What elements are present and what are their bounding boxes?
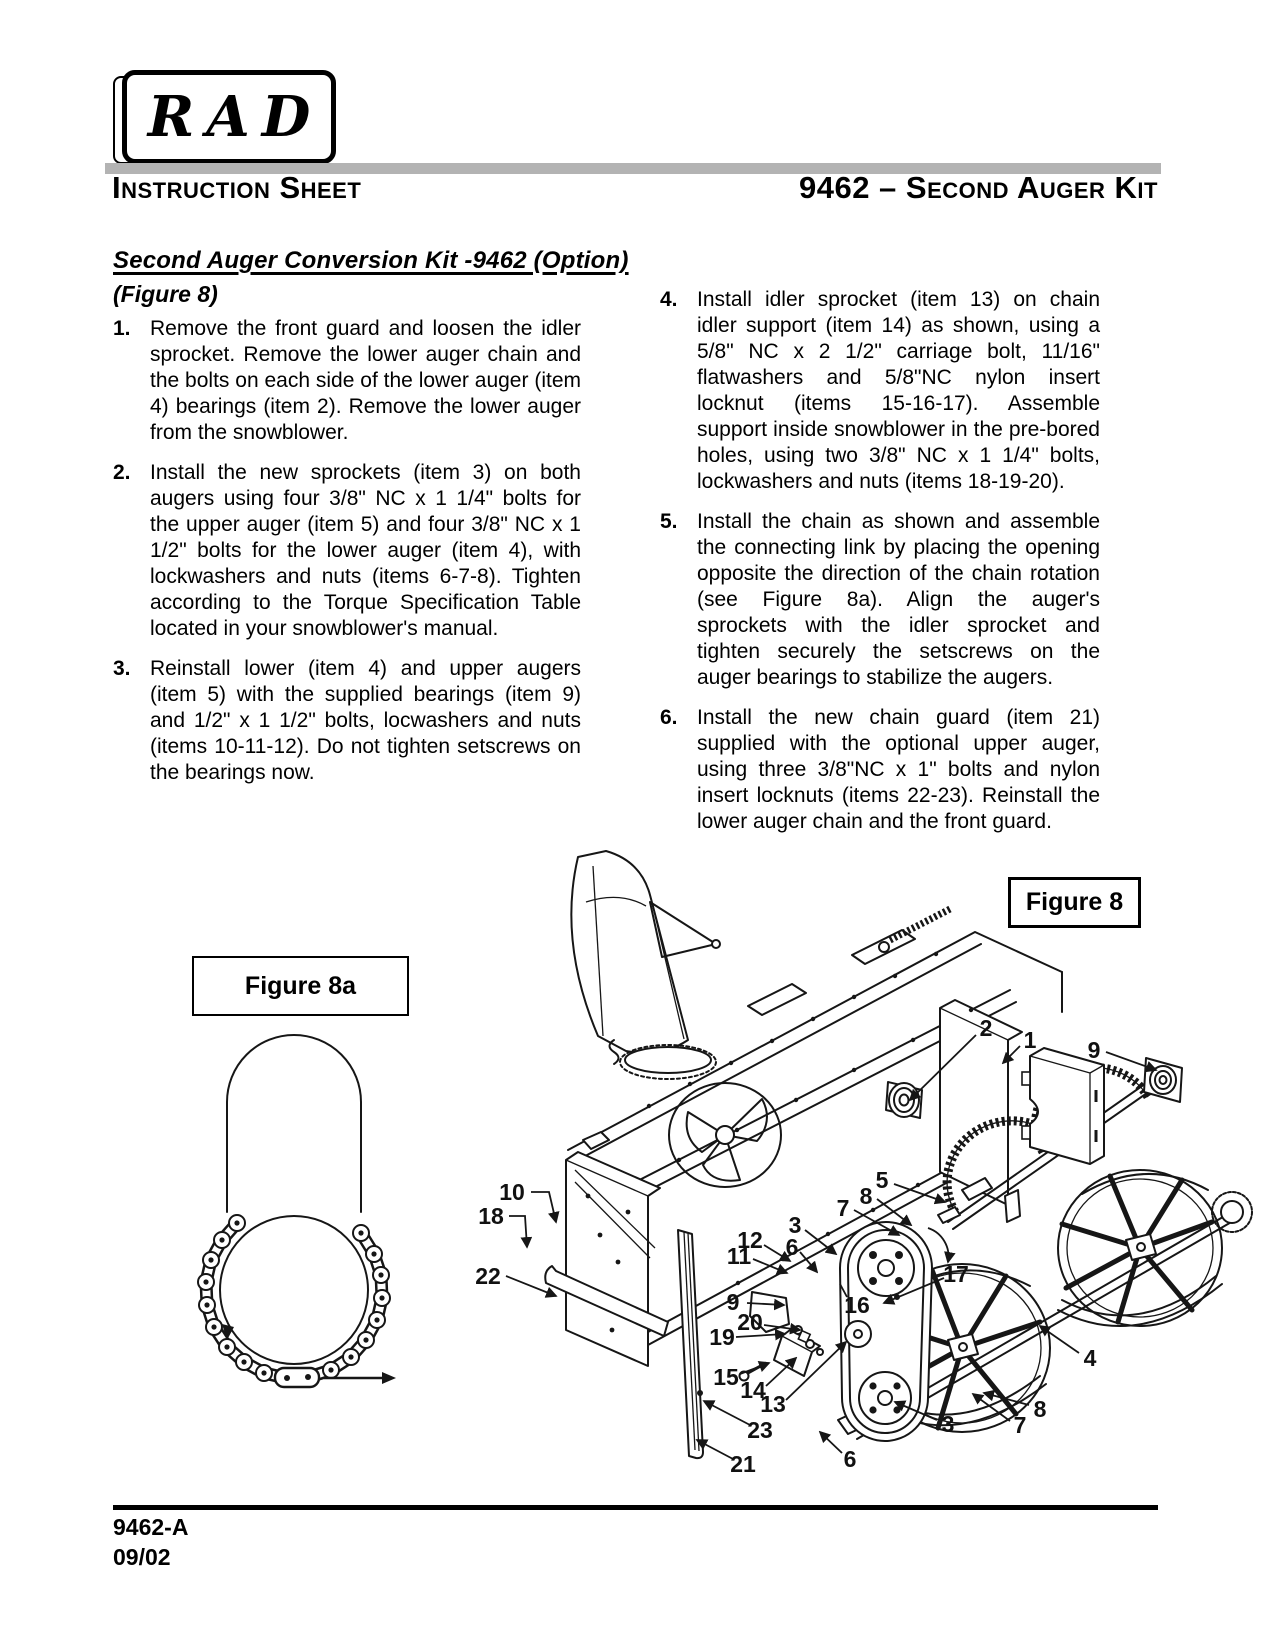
callout-label: 5 — [875, 1167, 889, 1193]
bearing-flange-item2 — [886, 1082, 922, 1118]
callout-label: 8 — [1033, 1396, 1047, 1422]
callout-label: 3 — [941, 1411, 955, 1437]
callout-label: 13 — [760, 1391, 786, 1417]
figure8a-label: Figure 8a — [244, 971, 357, 1000]
callout-label: 3 — [788, 1212, 802, 1238]
chain-loop-outline — [227, 1035, 361, 1212]
rear-side-plate — [566, 1152, 660, 1366]
section-title: Second Auger Conversion Kit -9462 (Option) — [113, 247, 629, 274]
callout-label: 18 — [478, 1203, 504, 1229]
callout-label: 2 — [979, 1015, 993, 1041]
item-text: Install the chain as shown and assemble the connecting link by placing the opening opposite the direction of the chain rotation (see Figure 8a). Align the auger's sprockets with the idler sprocket and tighten securely the setscrews on the auger bearings to stabilize the augers. — [697, 510, 1100, 689]
item-number: 3. — [113, 657, 131, 680]
callout-label: 15 — [713, 1364, 739, 1390]
callout-label: 22 — [475, 1263, 501, 1289]
item-number: 1. — [113, 317, 131, 340]
header-left-title: Instruction Sheet — [112, 170, 362, 205]
callout-label: 10 — [499, 1179, 525, 1205]
item-number: 4. — [660, 288, 678, 311]
figure8-diagram — [440, 820, 1255, 1485]
callout-label: 16 — [844, 1292, 870, 1318]
callout-label: 1 — [1023, 1027, 1037, 1053]
item-text: Install the new chain guard (item 21) supplied with the optional upper auger, using three 3/8"NC x 1" bolts and nylon insert locknuts (items 22-23). Reinstall the lower auger chain and the front guard. — [697, 706, 1100, 833]
header-right-title: 9462 – Second Auger Kit — [798, 170, 1158, 205]
callout-label: 8 — [859, 1183, 873, 1209]
callout-label: 7 — [836, 1195, 850, 1221]
item-text: Reinstall lower (item 4) and upper augers (item 5) with the supplied bearings (item 9) and 1/2" x 1 1/2" bolts, locwashers and nuts (items 10-11-12). Do not tighten setscrews on the bearings now. — [150, 657, 581, 784]
footer-date: 09/02 — [113, 1544, 171, 1570]
sprocket-item3-top — [858, 1240, 914, 1296]
idler-sprocket-item13 — [845, 1321, 871, 1347]
item-number: 6. — [660, 706, 678, 729]
instructions-left-column — [113, 316, 581, 800]
callout-label: 12 — [737, 1227, 763, 1253]
callout-label: 9 — [726, 1289, 740, 1315]
instruction-item-5 — [660, 509, 1100, 691]
callout-label: 23 — [747, 1417, 773, 1443]
callout-label: 4 — [1083, 1345, 1097, 1371]
callout-label: 7 — [1013, 1412, 1027, 1438]
footer-doc-number: 9462-A — [113, 1514, 189, 1540]
figure8a-diagram — [190, 1022, 405, 1447]
instruction-item-4 — [660, 287, 1100, 495]
sprocket-item3-bottom — [859, 1372, 911, 1424]
chain-assembly — [840, 1222, 949, 1441]
callout-label: 9 — [1087, 1037, 1101, 1063]
instruction-item-3 — [113, 656, 581, 786]
instruction-item-6 — [660, 705, 1100, 835]
chain-guard-item21 — [678, 1230, 703, 1458]
chain-links — [198, 1215, 390, 1386]
callout-label: 20 — [737, 1309, 763, 1335]
discharge-chute — [571, 851, 720, 1079]
figure8-label: Figure 8 — [1025, 888, 1124, 916]
sprocket-circle — [220, 1216, 368, 1364]
callout-label: 14 — [740, 1377, 766, 1403]
instruction-item-2 — [113, 460, 581, 642]
callout-label: 11 — [726, 1243, 752, 1269]
footer-rule — [113, 1505, 1158, 1510]
instructions-right-column — [660, 287, 1100, 849]
figure8a-label-box — [192, 956, 409, 1016]
item-number: 5. — [660, 510, 678, 533]
side-plate-item1 — [1022, 1048, 1104, 1164]
impeller-fan — [669, 1083, 781, 1187]
item-text: Remove the front guard and loosen the idler sprocket. Remove the lower auger chain and the bolts on each side of the lower auger (item 4) bearings (item 2). Remove the lower auger from the snowblower. — [150, 317, 581, 444]
callout-label: 21 — [730, 1451, 756, 1477]
callout-label: 19 — [709, 1324, 735, 1350]
deflector-bracket — [650, 902, 720, 957]
item-number: 2. — [113, 461, 131, 484]
rad-logo — [122, 70, 336, 164]
master-connecting-link — [275, 1368, 319, 1387]
callout-label: 6 — [785, 1234, 799, 1260]
item-text: Install idler sprocket (item 13) on chain idler support (item 14) as shown, using a 5/8" NC x 2 1/2" carriage bolt, 11/16" flatwashers and 5/8"NC nylon insert locknut (items 15-16-17). Assemble support inside snowblower in the pre-bored holes, using two 3/8" NC x 1 1/4" bolts, lockwashers and nuts (items 18-19-20). — [697, 288, 1100, 493]
callout-label: 6 — [843, 1446, 857, 1472]
section-subtitle: (Figure 8) — [113, 281, 218, 307]
rad-logo-text: RAD — [147, 84, 323, 150]
instruction-item-1 — [113, 316, 581, 446]
callout-label: 17 — [943, 1261, 969, 1287]
item-text: Install the new sprockets (item 3) on both augers using four 3/8" NC x 1 1/4" bolts for the upper auger (item 5) and four 3/8" NC x 1 1/2" bolts for the lower auger (item 4), with lockwashers and nuts (items 6-7-8). Tighten according to the Torque Specification Table located in your snowblower's manual. — [150, 461, 581, 640]
